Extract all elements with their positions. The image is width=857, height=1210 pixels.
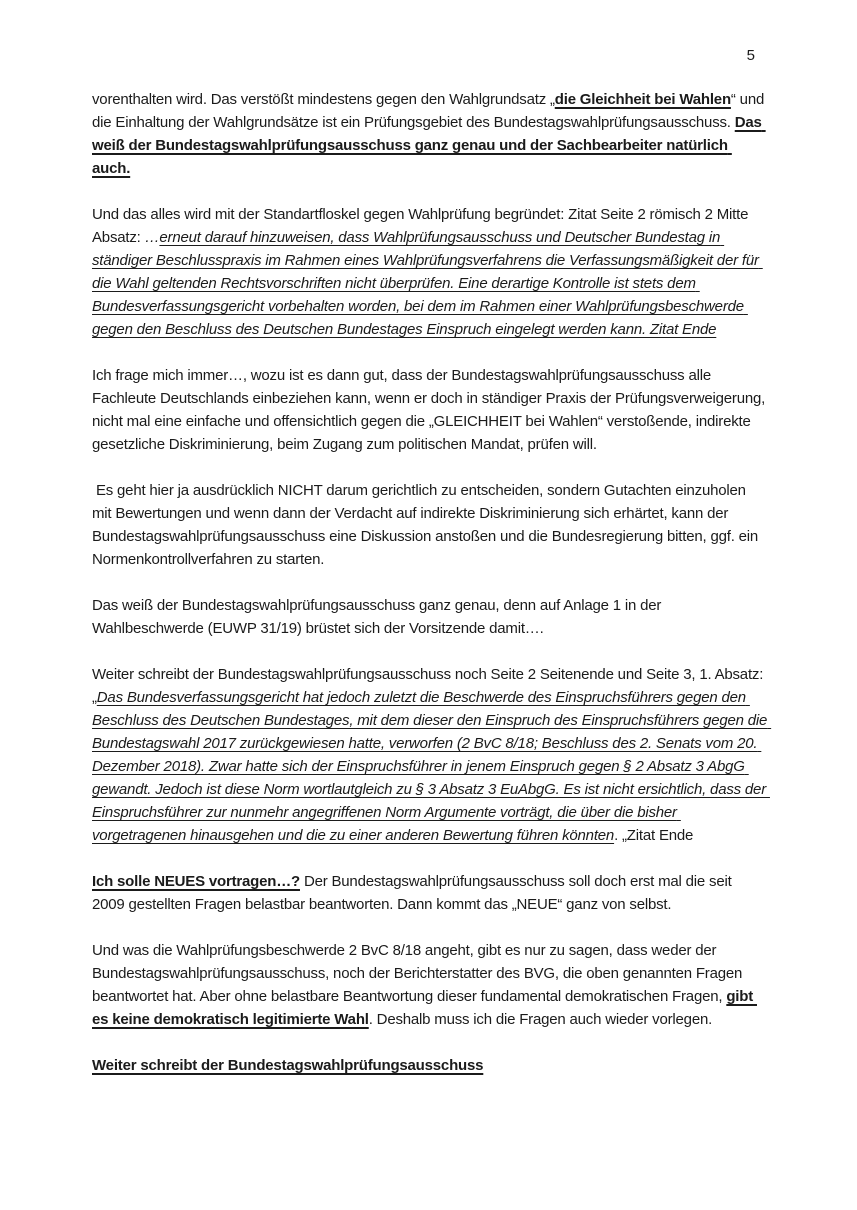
text-run: gibt es keine demokratisch legitimierte Wahl <box>92 988 757 1028</box>
text-run: Weiter schreibt der Bundestagswahlprüfungsausschuss noch Seite 2 Seitenende und Seite 3, 1. Absatz: „ <box>92 666 768 706</box>
paragraph <box>92 88 768 180</box>
text-run: . „Zitat Ende <box>614 827 694 844</box>
paragraph <box>92 939 768 1031</box>
text-run: … <box>144 229 160 246</box>
text-run: erneut darauf hinzuweisen, dass Wahlprüfungsausschuss und Deutscher Bundestag in ständiger Beschlusspraxis im Rahmen eines Wahlprüfungsverfahrens die Verfassungsmäßigkeit der für die Wahl geltenden Rechtsvorschriften nicht überprüfen. Eine derartige Kontrolle ist stets dem Bundesverfassungsgericht vorbehalten worden, bei dem im Rahmen einer Wahlprüfungsbeschwerde gegen den Beschluss des Deutschen Bundestages Einspruch eingelegt werden kann. Zitat Ende <box>92 229 763 338</box>
text-run: Und was die Wahlprüfungsbeschwerde 2 BvC 8/18 angeht, gibt es nur zu sagen, dass weder der Bundestagswahlprüfungsausschuss, noch der Berichterstatter des BVG, die oben genannten Fragen beantwortet hat. Aber ohne belastbare Beantwortung dieser fundamental demokratischen Fragen, <box>92 942 747 1005</box>
paragraph <box>92 870 768 916</box>
text-run: Das Bundesverfassungsgericht hat jedoch zuletzt die Beschwerde des Einspruchsführers gegen den Beschluss des Deutschen Bundestages, mit dem dieser den Einspruch des Einspruchsführers gegen die Bundestagswahl 2017 zurückgewiesen hatte, verworfen (2 BvC 8/18; Beschluss des 2. Senats vom 20. Dezember 2018). Zwar hatte sich der Einspruchsführer in jenem Einspruch gegen § 2 Absatz 3 AbgG gewandt. Jedoch ist diese Norm wortlautgleich zu § 3 Absatz 3 EuAbgG. Es ist nicht ersichtlich, dass der Einspruchsführer zur nunmehr angegriffenen Norm Argumente vorträgt, die über die bisher vorgetragenen hinausgehen und die zu einer anderen Bewertung führen könnten <box>92 689 772 844</box>
text-run: Das weiß der Bundestagswahlprüfungsausschuss ganz genau und der Sachbearbeiter natürlich auch. <box>92 114 766 177</box>
paragraph <box>92 364 768 456</box>
paragraph <box>92 663 772 847</box>
text-run: “ und die Einhaltung der Wahlgrundsätze ist ein Prüfungsgebiet des Bundestagswahlprüfungsausschuss. <box>92 91 769 131</box>
paragraph <box>92 203 768 341</box>
text-run: Es geht hier ja ausdrücklich NICHT darum gerichtlich zu entscheiden, sondern Gutachten einzuholen mit Bewertungen und wenn dann der Verdacht auf indirekte Diskriminierung sich erhärtet, kann der Bundestagswahlprüfungsausschuss eine Diskussion anstoßen und die Bundesregierung bitten, ggf. ein Normenkontrollverfahren zu starten. <box>92 482 763 568</box>
text-run: Das weiß der Bundestagswahlprüfungsausschuss ganz genau, denn auf Anlage 1 in der Wahlbeschwerde (EUWP 31/19) brüstet sich der Vorsitzende damit…. <box>92 597 666 637</box>
text-run: die Gleichheit bei Wahlen <box>554 91 731 108</box>
text-run: Ich solle NEUES vortragen…? <box>92 873 300 890</box>
text-run: Der Bundestagswahlprüfungsausschuss soll doch erst mal die seit 2009 gestellten Fragen belastbar beantworten. Dann kommt das „NEUE“ ganz von selbst. <box>92 873 736 913</box>
document-body <box>92 88 772 1100</box>
page-number: 5 <box>746 47 755 64</box>
text-run: Weiter schreibt der Bundestagswahlprüfungsausschuss <box>92 1057 484 1074</box>
text-run: vorenthalten wird. Das verstößt mindestens gegen den Wahlgrundsatz „ <box>92 91 555 108</box>
text-run: . Deshalb muss ich die Fragen auch wieder vorlegen. <box>368 1011 713 1028</box>
paragraph <box>92 594 768 640</box>
paragraph <box>92 1054 768 1077</box>
text-run: Ich frage mich immer…, wozu ist es dann gut, dass der Bundestagswahlprüfungsausschuss alle Fachleute Deutschlands einbeziehen kann, wenn er doch in ständiger Praxis der Prüfungsverweigerung, nicht mal eine einfache und offensichtlich gegen die „GLEICHHEIT bei Wahlen“ verstoßende, indirekte gesetzliche Diskriminierung, beim Zugang zum politischen Mandat, prüfen will. <box>92 367 770 453</box>
paragraph <box>92 479 768 571</box>
text-run: Und das alles wird mit der Standartfloskel gegen Wahlprüfung begründet: Zitat Seite 2 römisch 2 Mitte Absatz: <box>92 206 752 246</box>
